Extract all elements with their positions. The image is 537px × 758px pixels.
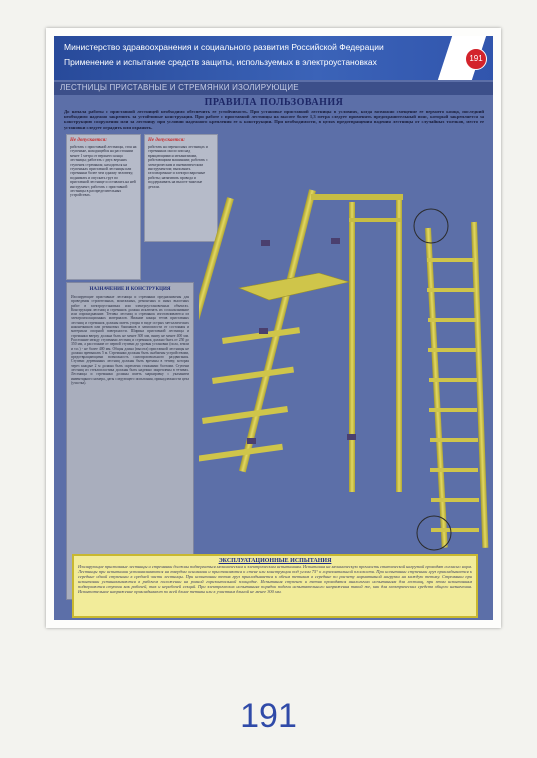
prohibitions-title-2: Не допускается: bbox=[148, 138, 185, 143]
ladder-illustration bbox=[199, 138, 493, 558]
purpose-title: НАЗНАЧЕНИЕ И КОНСТРУКЦИЯ bbox=[89, 287, 171, 292]
prohibitions-box-1 bbox=[66, 134, 141, 280]
ministry-title: Министерство здравоохранения и социального развития Российской Федерации bbox=[64, 42, 384, 52]
tests-text: Изолирующие приставные лестницы и стремянки должны подвергаться механическим и электрическим испытаниям. Испытания на механическую прочность статической нагрузкой проводят согласно норм. Лестницы при испытании устанавливаются на твердом основании и приставляются к стене или конструкции под углом 75° к горизонтальной плоскости. При испытании ступеньки груз прикладывается к середине одной ступеньки в средней части лестницы. При испытании тетив груз прикладывается к обеим тетивам в середине по расчету нормативной нагрузки на каждую тетиву. Стремянки при испытании устанавливаются в рабочем положении на ровной горизонтальной площадке. Испытания ступенек и тетив проводятся аналогично испытаниям для лестниц, при этом испытаниям подвергаются ступени как рабочей, так и нерабочей секций. При электрических испытаниях порядок подачи испытательного напряжения такой же, как для электрических средств общего назначения. Испытательное напряжение прикладывают по всей длине тетивы или к участкам длиной не менее 300 мм. bbox=[78, 564, 472, 594]
page-number: 191 bbox=[240, 697, 297, 735]
poster-sheet bbox=[46, 28, 501, 628]
section-title: ЛЕСТНИЦЫ ПРИСТАВНЫЕ И СТРЕМЯНКИ ИЗОЛИРУЮЩИЕ bbox=[60, 83, 299, 92]
prohibitions-text-1: работать с приставной лестницы, стоя на ступеньке, находящейся на расстоянии менее 1 метра от верхнего конца лестницы; работать с двух верхних ступенек стремянок; находиться на ступеньках приставной лестницы или стремянки более чем одному человеку; поднимать и опускать груз по приставной лестнице и оставлять на ней инструмент; работать с приставной лестницы в распределительных устройствах. bbox=[70, 145, 137, 198]
extension-ladder bbox=[425, 222, 488, 548]
poster-number-badge: 191 bbox=[465, 48, 487, 70]
poster-header bbox=[54, 36, 493, 80]
usage-rules bbox=[64, 97, 484, 130]
tests-title: ЭКСПЛУАТАЦИОННЫЕ ИСПЫТАНИЯ bbox=[218, 558, 332, 564]
poster bbox=[54, 36, 493, 620]
prohibitions-title-1: Не допускается: bbox=[70, 138, 107, 143]
prohibitions-text-2: работать на переносных лестницах и стремянках около или над вращающимися механизмами, работающими машинами; работать с электрическим и пневматическим инструментом; выполнять газосварочные и электросварочные работы; натягивать провода и поддерживать на высоте тяжелые детали. bbox=[148, 145, 208, 189]
usage-rules-text: До начала работы с приставной лестницей необходимо обеспечить ее устойчивость. При установке приставной лестницы в условиях, когда возможно смещение ее верхнего конца, последний необходимо надежно закрепить за устойчивые конструкции. При работе с приставной лестницы на высоте более 1,3 метра следует применять предохранительный пояс, который закрепляется за конструкцию сооружения или за лестницу при условии надежного крепления ее к конструкции. При необходимости, в целях предотвращения падения лестницы от случайных толчков, место ее установки следует оградить или охранять. bbox=[64, 109, 484, 130]
usage-rules-title: ПРАВИЛА ПОЛЬЗОВАНИЯ bbox=[204, 97, 344, 108]
series-title: Применение и испытание средств защиты, используемых в электроустановках bbox=[64, 57, 377, 67]
purpose-text: Изолирующие приставные лестницы и стремянки предназначены для проведения строительных, монтажных, ремонтных и иных высотных работ в электроустановках или электроустановочных объектах. Конструкция лестниц и стремянок должна исключать их соскальзывание или опрокидывание. Тетивы лестниц и стремянок изготавливаются из электроизоляционных материалов. Нижние концы тетив приставных лестниц и стремянок должны иметь упоры в виде острых металлических наконечников или резиновых башмаков в зависимости от состояния и материала опорной поверхности. Ширина приставной лестницы и стремянки вверху должна быть не менее 300 мм, внизу не менее 400 мм. Расстояние между ступенями лестниц и стремянок должно быть от 250 до 350 мм, а расстояние от первой ступени до уровня установки (пола, земли и т.п.) - не более 400 мм. Общая длина (высота) приставной лестницы не должна превышать 5 м. Стремянки должны быть снабжены устройствами, предотвращающими возможность самопроизвольного раздвигания. Ступени деревянных лестниц должны быть врезаны в тетиву, которая через каждые 2 м должна быть скреплена стяжными болтами. Ступени лестниц из стеклопластика должны быть надежно закреплены в тетивах. Лестницы и стремянки должны иметь маркировку с указанием инвентарного номера, даты следующего испытания, принадлежности цеха (участка). bbox=[71, 295, 189, 385]
stepladder bbox=[199, 189, 403, 492]
section-title-bar bbox=[54, 82, 493, 95]
purpose-and-design bbox=[66, 282, 194, 600]
operational-tests bbox=[72, 554, 478, 618]
